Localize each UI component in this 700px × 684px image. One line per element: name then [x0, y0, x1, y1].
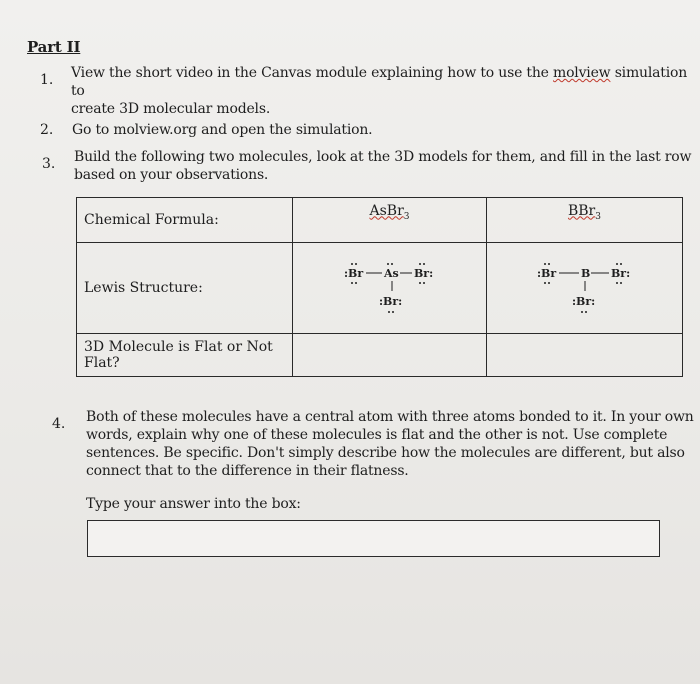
item-2-number: 2.: [40, 122, 54, 138]
item-2-text: Go to molview.org and open the simulation.: [72, 122, 373, 138]
item-1-line1-post: simulation to: [71, 65, 688, 99]
item-4-line: words, explain why one of these molecules is flat and the other is not. Use complete: [86, 427, 668, 443]
flatness-label: 3D Molecule is Flat or Not Flat?: [77, 334, 293, 377]
lewis-left-atom: :Br: [344, 267, 364, 280]
item-1-text: [71, 64, 700, 118]
item-4-line: connect that to the difference in their flatness.: [86, 463, 409, 479]
table-row: [77, 198, 683, 243]
item-3-number: 3.: [42, 156, 56, 172]
lewis-left-atom: :Br: [537, 267, 557, 280]
item-4-line: sentences. Be specific. Don't simply describe how the molecules are different, but also: [86, 445, 685, 461]
asbr3-formula: AsBr$_3$: [369, 202, 410, 222]
asbr3-lewis-structure: [293, 243, 486, 329]
bbr3-lewis-structure: [487, 243, 682, 329]
item-3-line2: based on your observations.: [74, 167, 269, 183]
item-4-text: [86, 408, 694, 480]
item-1-line1-pre: View the short video in the Canvas module explaining how to use the: [71, 65, 553, 81]
bbr3-formula-cell: [487, 198, 683, 243]
lewis-right-atom: Br:: [611, 267, 631, 280]
answer-input-box[interactable]: [87, 520, 660, 557]
lewis-center-atom: As: [384, 267, 399, 280]
lewis-center-atom: B: [581, 267, 591, 280]
asbr3-flatness-cell[interactable]: [293, 334, 487, 377]
table-row: [77, 243, 683, 334]
molecule-table: [76, 197, 683, 377]
item-3-text: [74, 148, 691, 184]
chemical-formula-label: Chemical Formula:: [77, 198, 293, 243]
item-4-number: 4.: [52, 416, 66, 432]
asbr3-formula-cell: [293, 198, 487, 243]
lewis-right-atom: Br:: [414, 267, 434, 280]
bbr3-lewis-cell: [487, 243, 683, 334]
part-heading: Part II: [27, 38, 81, 56]
item-3-line1: Build the following two molecules, look at the 3D models for them, and fill in the last row: [74, 149, 692, 165]
item-4-line: Both of these molecules have a central atom with three atoms bonded to it. In your own: [86, 409, 694, 425]
asbr3-lewis-cell: [293, 243, 487, 334]
lewis-bottom-atom: :Br:: [572, 295, 596, 308]
lewis-bottom-atom: :Br:: [379, 295, 403, 308]
molview-word: molview: [553, 65, 611, 81]
table-row: [77, 334, 683, 377]
bbr3-formula: BBr$_3$: [567, 202, 601, 222]
item-1-line2: create 3D molecular models.: [71, 101, 271, 117]
lewis-structure-label: Lewis Structure:: [77, 243, 293, 334]
item-1-number: 1.: [40, 72, 54, 88]
bbr3-flatness-cell[interactable]: [487, 334, 683, 377]
answer-prompt: Type your answer into the box:: [86, 496, 301, 512]
